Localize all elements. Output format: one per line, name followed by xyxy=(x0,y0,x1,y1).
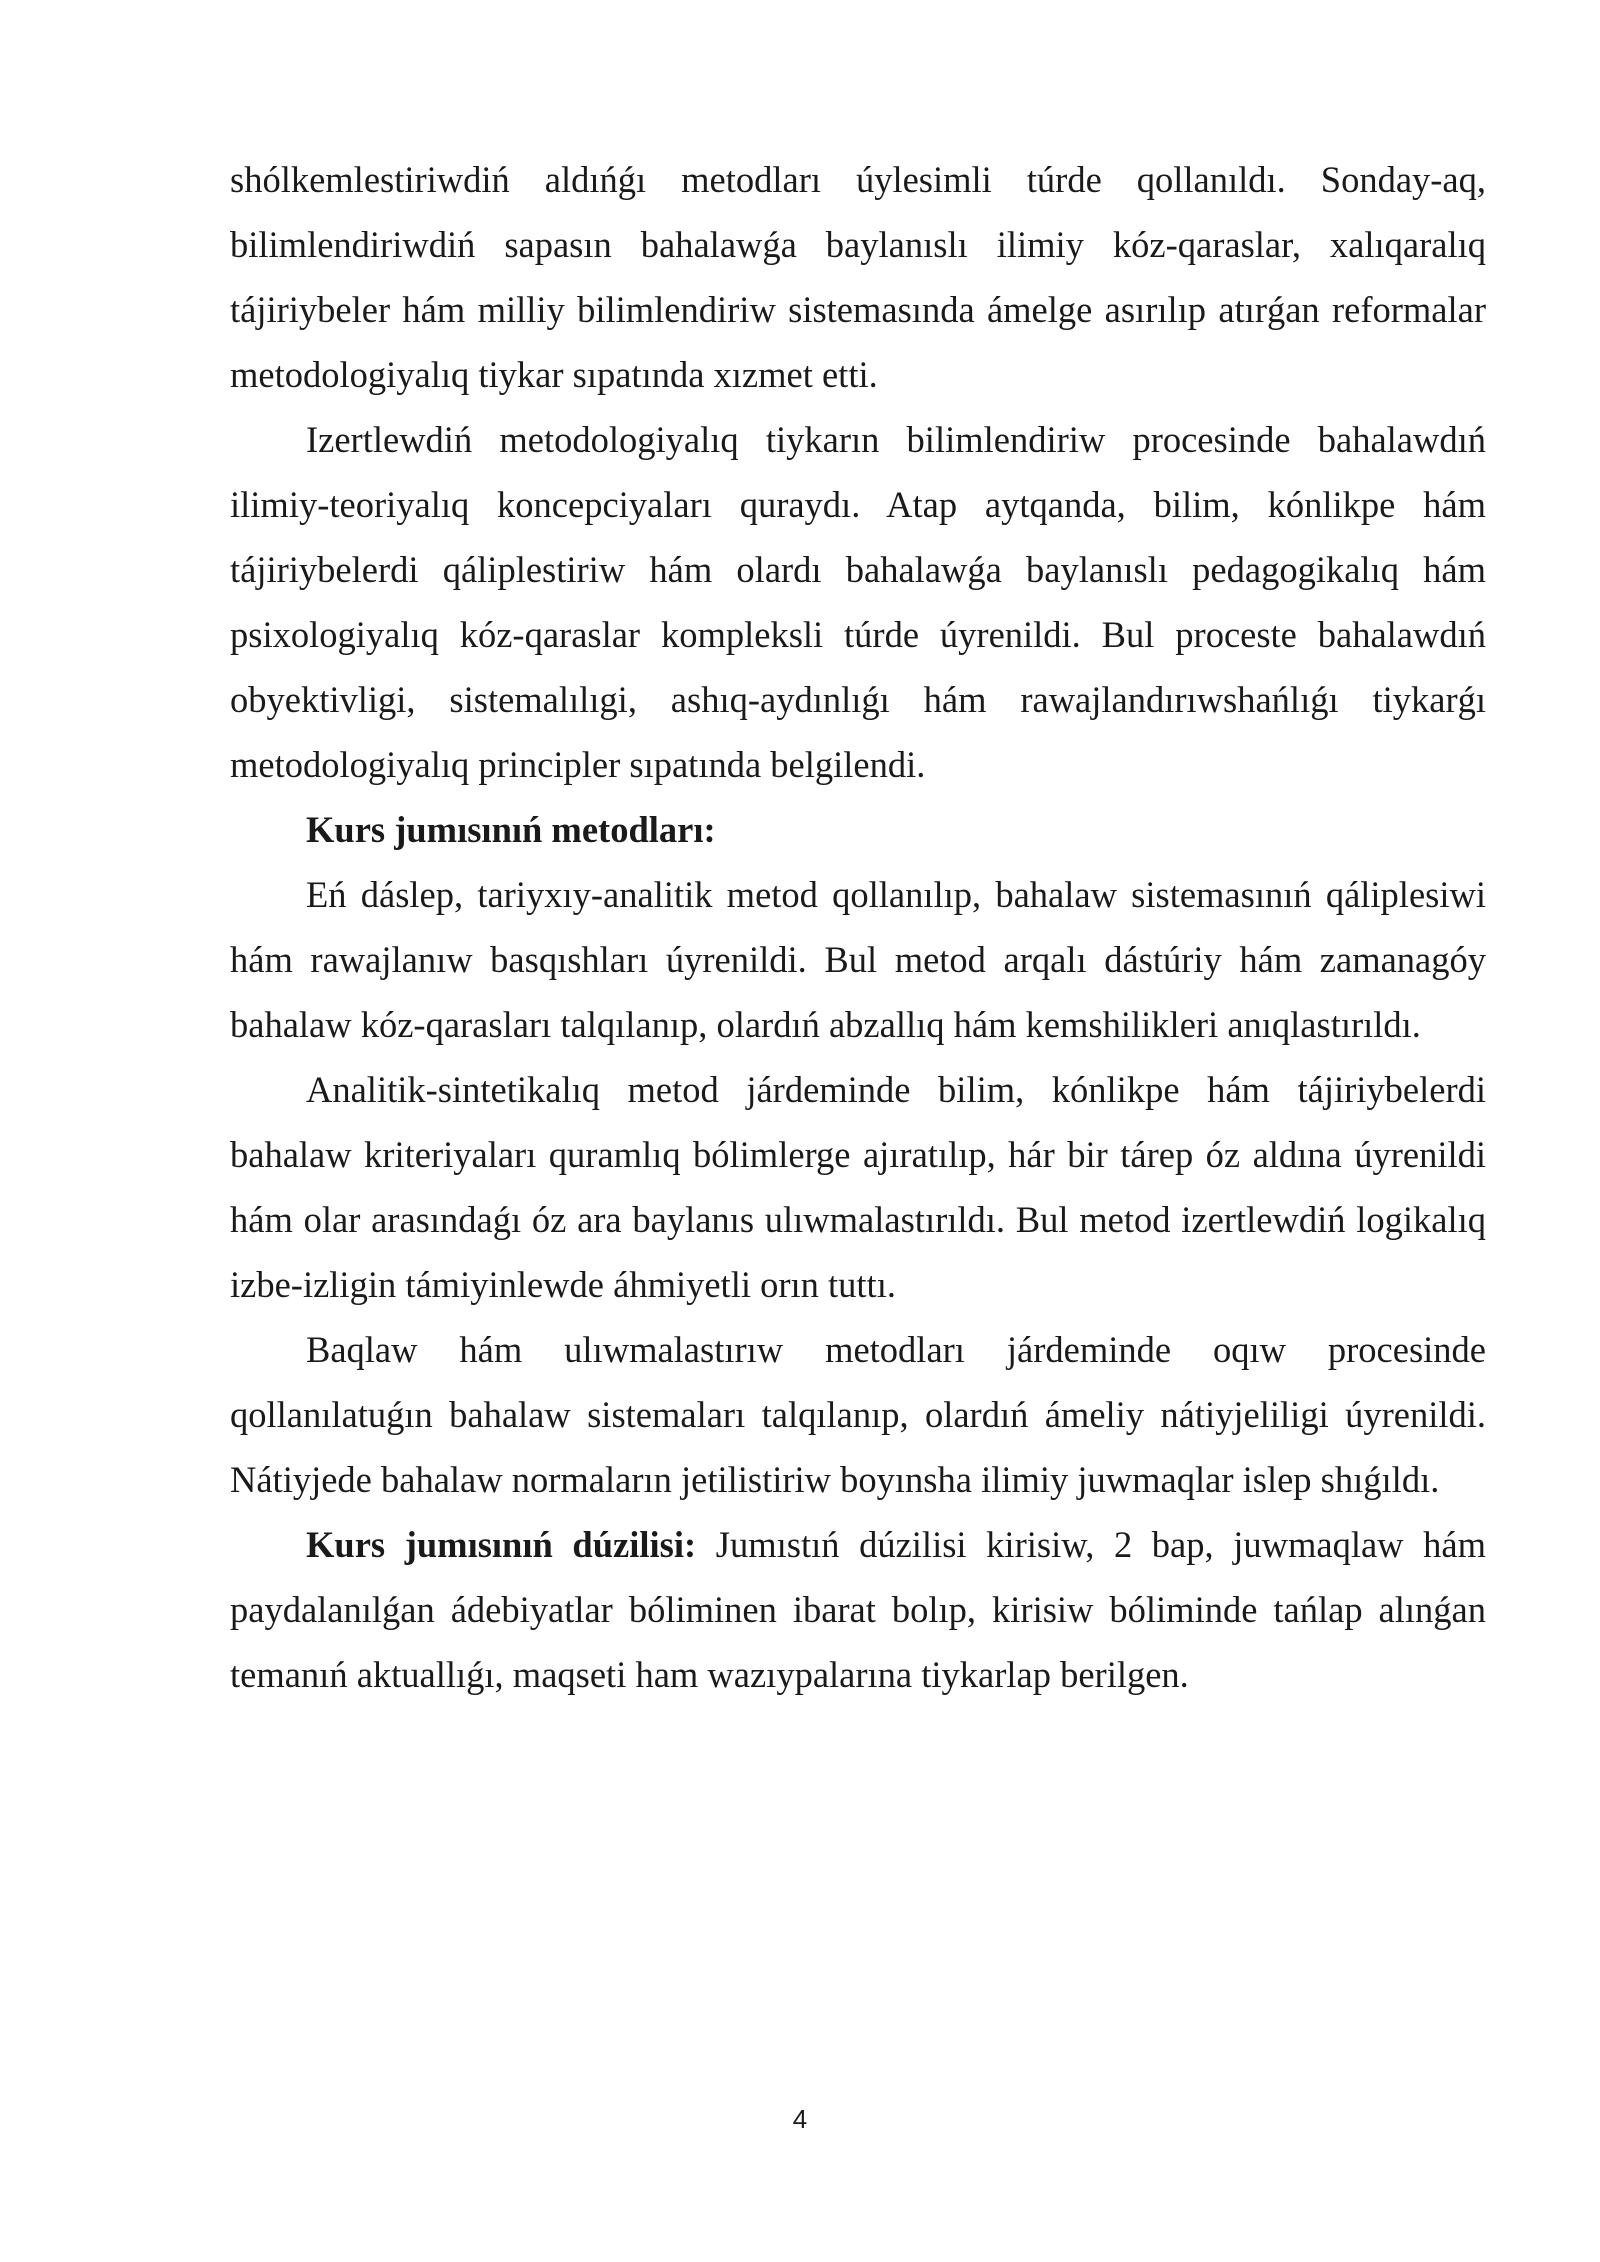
paragraph-text: Analitik-sintetikalıq metod járdeminde bilim, kónlikpe hám tájiriybelerdi bahalaw kriteriyaları quramlıq bólimlerge ajıratılıp, hár bir tárep óz aldına úyrenildi hám olar arasındaǵı óz ara baylanıs ulıwmalastırıldı. Bul metod izertlewdiń logikalıq izbe-izligin támiyinlewde áhmiyetli orın tuttı. xyxy=(230,1069,1486,1305)
document-page xyxy=(230,147,1486,1707)
paragraph-text: Izertlewdiń metodologiyalıq tiykarın bilimlendiriw procesinde bahalawdıń ilimiy-teoriyalıq koncepciyaları quraydı. Atap aytqanda, bilim, kónlikpe hám tájiriybelerdi qáliplestiriw hám olardı bahalawǵa baylanıslı pedagogikalıq hám psixologiyalıq kóz-qaraslar kompleksli túrde úyrenildi. Bul proceste bahalawdıń obyektivligi, sistemalılıgi, ashıq-aydınlıǵı hám rawajlandırıwshańlıǵı tiykarǵı metodologiyalıq principler sıpatında belgilendi. xyxy=(230,419,1486,785)
paragraph-structure xyxy=(230,1512,1486,1707)
paragraph-text: Baqlaw hám ulıwmalastırıw metodları járdeminde oqıw procesinde qollanılatuǵın bahalaw sistemaları talqılanıp, olardıń ámeliy nátiyjeliligi úyrenildi. Nátiyjede bahalaw normaların jetilistiriw boyınsha ilimiy juwmaqlar islep shıǵıldı. xyxy=(230,1329,1486,1500)
paragraph-historical-method xyxy=(230,862,1486,1057)
heading-text: Kurs jumısınıń metodları: xyxy=(306,809,716,850)
paragraph-intro-continuation xyxy=(230,147,1486,407)
paragraph-observation-method xyxy=(230,1317,1486,1512)
paragraph-text: Jumıstıń dúzilisi kirisiw, 2 bap, juwmaqlaw hám paydalanılǵan ádebiyatlar bóliminen ibarat bolıp, kirisiw bóliminde tańlap alınǵan temanıń aktuallıǵı, maqseti ham wazıypalarına tiykarlap berilgen. xyxy=(230,1524,1486,1695)
inline-heading-structure: Kurs jumısınıń dúzilisi: xyxy=(306,1524,697,1565)
page-number: 4 xyxy=(792,2104,808,2134)
paragraph-text: shólkemlestiriwdiń aldıńǵı metodları úylesimli túrde qollanıldı. Sonday-aq, bilimlendiriwdiń sapasın bahalawǵa baylanıslı ilimiy kóz-qaraslar, xalıqaralıq tájiriybeler hám milliy bilimlendiriw sistemasında ámelge asırılıp atırǵan reformalar metodologiyalıq tiykar sıpatında xızmet etti. xyxy=(230,159,1486,395)
paragraph-text: Eń dáslep, tariyxıy-analitik metod qollanılıp, bahalaw sistemasınıń qáliplesiwi hám rawajlanıw basqıshları úyrenildi. Bul metod arqalı dástúriy hám zamanagóy bahalaw kóz-qarasları talqılanıp, olardıń abzallıq hám kemshilikleri anıqlastırıldı. xyxy=(230,874,1486,1045)
section-heading-methods xyxy=(230,797,1486,862)
paragraph-methodology xyxy=(230,407,1486,797)
paragraph-analytic-method xyxy=(230,1057,1486,1317)
